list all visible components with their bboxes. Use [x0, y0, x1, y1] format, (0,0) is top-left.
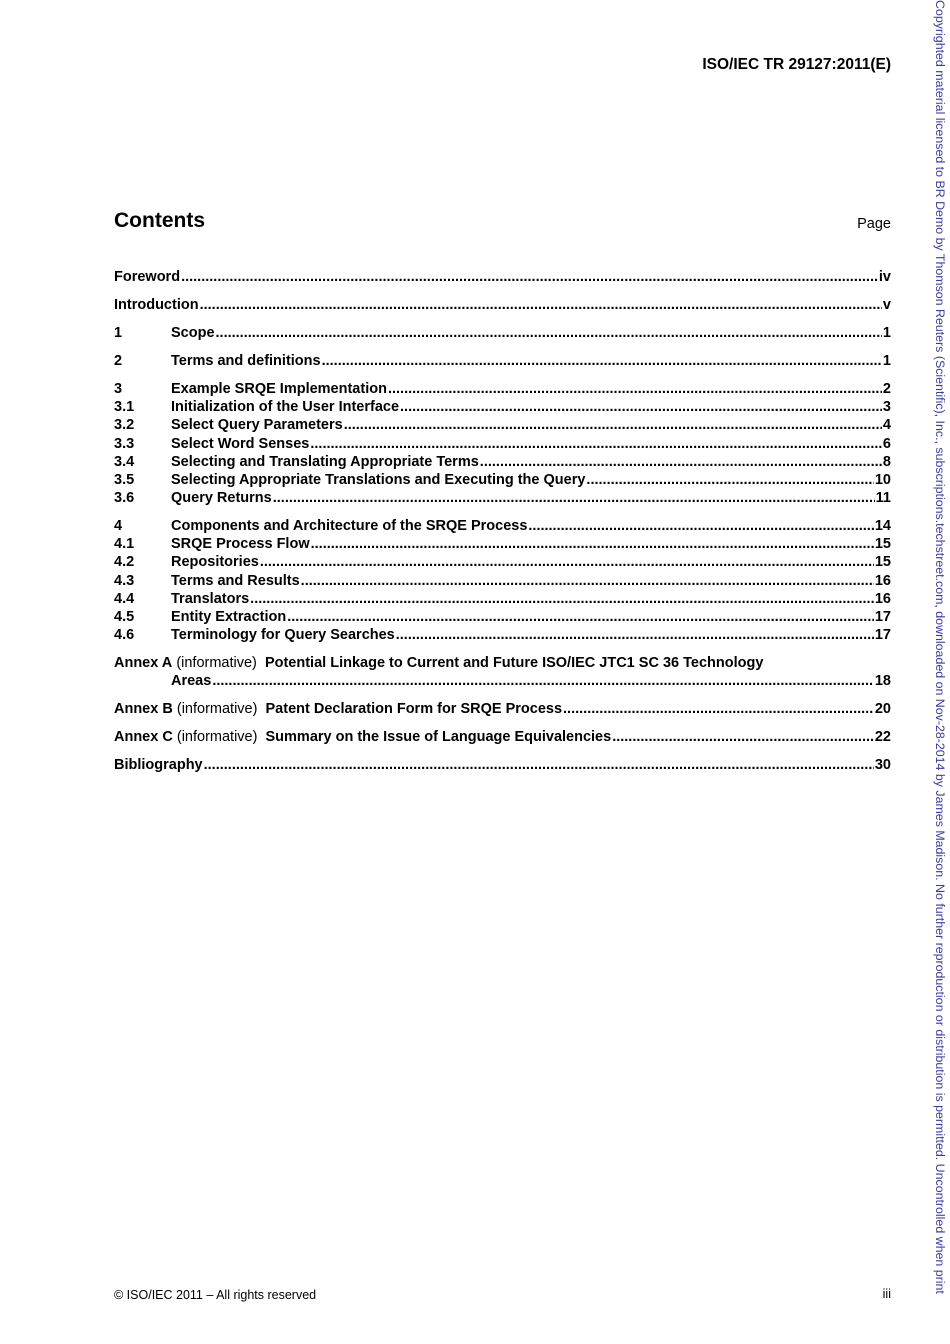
toc-page: iv: [878, 269, 891, 285]
annex-type: (informative): [176, 701, 258, 718]
toc-number: 4.5: [114, 608, 135, 625]
toc-page: 30: [874, 757, 891, 774]
toc-title: Select Word Senses: [171, 435, 310, 452]
toc-entry-3[interactable]: [114, 380, 891, 398]
toc-title: Repositories: [171, 554, 259, 571]
toc-number: 3.3: [114, 435, 135, 452]
toc-title: Terms and definitions: [171, 352, 321, 369]
toc-title: Initialization of the User Interface: [171, 399, 400, 416]
toc-title: Components and Architecture of the SRQE Process: [171, 518, 528, 535]
toc-page: 22: [874, 729, 891, 746]
toc-page: 1: [882, 324, 891, 341]
toc-page: 8: [882, 453, 891, 470]
toc-title: Selecting Appropriate Translations and Executing the Query: [171, 471, 586, 488]
toc-entry-3-4[interactable]: [114, 453, 891, 471]
toc-number: 4.3: [114, 572, 135, 589]
toc-page: 17: [874, 608, 891, 625]
toc-page: 14: [874, 518, 891, 535]
toc-page: 2: [882, 380, 891, 397]
copyright-watermark: [931, 0, 949, 1344]
annex-type: (informative): [176, 729, 258, 746]
toc-entry-3-6[interactable]: [114, 489, 891, 507]
toc-title: Entity Extraction: [171, 608, 287, 625]
toc-entry-3-2[interactable]: [114, 416, 891, 434]
toc-page: 11: [875, 490, 891, 507]
toc-number: 1: [114, 324, 123, 341]
toc-title: Translators: [171, 590, 250, 607]
toc-entry-4-1[interactable]: [114, 535, 891, 553]
toc-number: 4.6: [114, 627, 135, 644]
toc-page: 16: [874, 590, 891, 607]
toc-entry-3-3[interactable]: [114, 435, 891, 453]
dot-leader: [212, 672, 874, 690]
toc-page: 18: [874, 673, 891, 690]
toc-entry-introduction[interactable]: [114, 296, 891, 314]
dot-leader: [200, 296, 882, 314]
dot-leader: [322, 352, 882, 370]
toc-title: Selecting and Translating Appropriate Terms: [171, 453, 479, 470]
dot-leader: [344, 416, 882, 434]
toc-title: Patent Declaration Form for SRQE Process: [265, 701, 563, 718]
annex-heading: [114, 700, 562, 718]
page-column-label: Page: [857, 216, 891, 232]
dot-leader: [287, 608, 874, 626]
toc-title: Scope: [171, 324, 215, 341]
toc-number: 2: [114, 352, 123, 369]
toc-entry-annex-a-continued[interactable]: [114, 672, 891, 690]
toc-page: 6: [882, 435, 891, 452]
annex-label: Annex A: [114, 655, 173, 672]
toc-page: 15: [874, 554, 891, 571]
toc-title: Terminology for Query Searches: [171, 627, 395, 644]
table-of-contents: [114, 268, 891, 774]
dot-leader: [260, 553, 874, 571]
toc-page: 16: [874, 572, 891, 589]
toc-page: 10: [874, 471, 891, 488]
toc-entry-4-6[interactable]: [114, 626, 891, 644]
toc-number: 3.5: [114, 471, 135, 488]
toc-entry-annex-c[interactable]: [114, 728, 891, 746]
toc-entry-4-4[interactable]: [114, 590, 891, 608]
toc-number: 3.2: [114, 417, 135, 434]
toc-entry-bibliography[interactable]: [114, 756, 891, 774]
toc-entry-annex-a[interactable]: [114, 654, 891, 672]
dot-leader: [216, 324, 882, 342]
dot-leader: [586, 471, 873, 489]
dot-leader: [310, 435, 882, 453]
dot-leader: [181, 268, 878, 286]
toc-number: 3.1: [114, 399, 135, 416]
contents-heading: [114, 209, 891, 239]
toc-entry-3-5[interactable]: [114, 471, 891, 489]
dot-leader: [612, 728, 874, 746]
toc-page: 4: [882, 417, 891, 434]
toc-number: 4: [114, 518, 123, 535]
dot-leader: [528, 517, 873, 535]
toc-entry-3-1[interactable]: [114, 398, 891, 416]
toc-entry-2[interactable]: [114, 352, 891, 370]
toc-title: Foreword: [114, 269, 181, 285]
toc-number: 3: [114, 380, 123, 397]
toc-entry-annex-b[interactable]: [114, 700, 891, 718]
toc-entry-4-2[interactable]: [114, 553, 891, 571]
dot-leader: [301, 572, 874, 590]
dot-leader: [273, 489, 875, 507]
toc-title: Areas: [171, 673, 212, 690]
dot-leader: [204, 756, 874, 774]
toc-title: Terms and Results: [171, 572, 300, 589]
annex-label: Annex C: [114, 729, 173, 746]
toc-title: Example SRQE Implementation: [171, 380, 387, 397]
dot-leader: [400, 398, 882, 416]
toc-title: Query Returns: [171, 490, 272, 507]
footer-copyright: © ISO/IEC 2011 – All rights reserved: [114, 1288, 317, 1302]
toc-number: 4.4: [114, 590, 135, 607]
annex-type: (informative): [176, 655, 257, 672]
annex-label: Annex B: [114, 701, 173, 718]
dot-leader: [250, 590, 874, 608]
toc-page: 1: [882, 352, 891, 369]
toc-entry-1[interactable]: [114, 324, 891, 342]
toc-entry-4-5[interactable]: [114, 608, 891, 626]
toc-number: 3.6: [114, 490, 135, 507]
toc-title: SRQE Process Flow: [171, 536, 310, 553]
dot-leader: [388, 380, 882, 398]
watermark-text: Copyrighted material licensed to BR Demo by Thomson Reuters (Scientific), Inc., subscriptions.techstreet.com, downloaded on Nov-28-2014 by James Madison. No further reproduction or distribution is permitted. Uncontrolled when print: [933, 0, 947, 1294]
footer-page-number: iii: [882, 1287, 891, 1301]
document-id: ISO/IEC TR 29127:2011(E): [702, 56, 891, 73]
dot-leader: [311, 535, 874, 553]
toc-page: 20: [874, 701, 891, 718]
toc-title: Potential Linkage to Current and Future ISO/IEC JTC1 SC 36 Technology: [264, 655, 764, 672]
toc-title: Bibliography: [114, 757, 203, 774]
toc-entry-4[interactable]: [114, 517, 891, 535]
dot-leader: [563, 700, 874, 718]
annex-heading: [114, 728, 611, 746]
dot-leader: [396, 626, 874, 644]
toc-title: Select Query Parameters: [171, 417, 343, 434]
contents-title: Contents: [114, 209, 205, 232]
toc-entry-4-3[interactable]: [114, 572, 891, 590]
toc-page: 17: [874, 627, 891, 644]
toc-entry-foreword[interactable]: [114, 268, 891, 286]
toc-number: 3.4: [114, 453, 135, 470]
toc-page: 3: [882, 399, 891, 416]
toc-title: Introduction: [114, 296, 199, 313]
toc-page: 15: [874, 536, 891, 553]
toc-title: Summary on the Issue of Language Equivalencies: [265, 729, 612, 746]
dot-leader: [480, 453, 882, 471]
toc-number: 4.1: [114, 536, 135, 553]
toc-number: 4.2: [114, 554, 135, 571]
toc-page: v: [882, 296, 891, 313]
